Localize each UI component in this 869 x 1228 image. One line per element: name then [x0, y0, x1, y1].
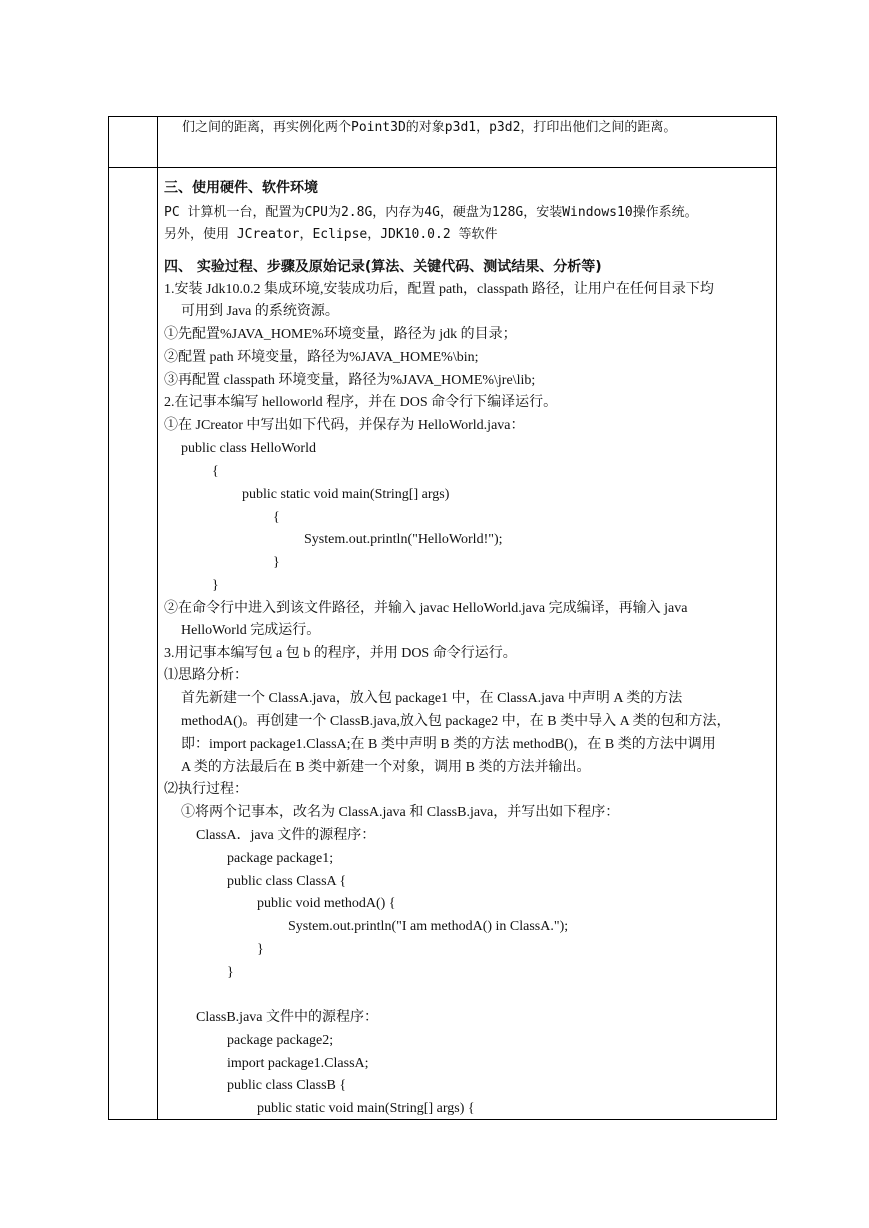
text-line: ⑵执行过程：	[164, 782, 248, 797]
section3-line1: PC 计算机一台，配置为CPU为2.8G，内存为4G，硬盘为128G，安装Windows10操作系统。	[164, 205, 698, 220]
label-column	[108, 116, 157, 1120]
code-line: System.out.println("HelloWorld!");	[304, 532, 503, 547]
text-line: ①先配置%JAVA_HOME%环境变量，路径为 jdk 的目录；	[164, 327, 517, 342]
row-divider	[108, 167, 777, 168]
row1-text: 们之间的距离，再实例化两个Point3D的对象p3d1，p3d2，打印出他们之间的距离。	[182, 120, 677, 135]
text-line: A 类的方法最后在 B 类中新建一个对象，调用 B 类的方法并输出。	[181, 760, 591, 775]
code-line: }	[273, 555, 280, 570]
code-line: public static void main(String[] args) {	[257, 1101, 475, 1116]
text-line: methodA()。再创建一个 ClassB.java,放入包 package2 中，在 B 类中导入 A 类的包和方法，	[181, 714, 731, 729]
text-line: ③再配置 classpath 环境变量，路径为%JAVA_HOME%\jre\lib;	[164, 373, 536, 388]
code-line: }	[257, 942, 264, 957]
code-line: public void methodA() {	[257, 896, 396, 911]
text-line: 1.安装 Jdk10.0.2 集成环境,安装成功后，配置 path，classpath 路径，让用户在任何目录下均	[164, 282, 714, 297]
text-line: ②在命令行中进入到该文件路径，并输入 javac HelloWorld.java 完成编译，再输入 java	[164, 601, 688, 616]
code-line: public class ClassB {	[227, 1078, 347, 1093]
section4-heading: 四、 实验过程、步骤及原始记录(算法、关键代码、测试结果、分析等)	[164, 259, 602, 275]
code-line: {	[273, 510, 280, 525]
text-line: ClassA．java 文件的源程序：	[196, 828, 376, 843]
code-line: import package1.ClassA;	[227, 1056, 369, 1071]
text-line: HelloWorld 完成运行。	[181, 623, 321, 638]
section3-line2: 另外，使用 JCreator，Eclipse，JDK10.0.2 等软件	[164, 227, 498, 242]
text-line: ①将两个记事本，改名为 ClassA.java 和 ClassB.java，并写出如下程序：	[181, 805, 620, 820]
code-line: package package1;	[227, 851, 334, 866]
text-line: ⑴思路分析：	[164, 668, 248, 683]
column-divider	[157, 116, 158, 1120]
code-line: package package2;	[227, 1033, 334, 1048]
code-line: System.out.println("I am methodA() in ClassA.");	[288, 919, 569, 934]
code-line: {	[212, 464, 219, 479]
text-line: ClassB.java 文件中的源程序：	[196, 1010, 378, 1025]
text-line: ①在 JCreator 中写出如下代码，并保存为 HelloWorld.java：	[164, 418, 525, 433]
text-line: 即：import package1.ClassA;在 B 类中声明 B 类的方法 methodB()，在 B 类的方法中调用	[181, 737, 716, 752]
text-line: 2.在记事本编写 helloworld 程序，并在 DOS 命令行下编译运行。	[164, 395, 558, 410]
code-line: }	[212, 578, 219, 593]
text-line: 首先新建一个 ClassA.java，放入包 package1 中，在 ClassA.java 中声明 A 类的方法	[181, 691, 683, 706]
code-line: public class ClassA {	[227, 874, 347, 889]
text-line: 3.用记事本编写包 a 包 b 的程序，并用 DOS 命令行运行。	[164, 646, 517, 661]
text-line: 可用到 Java 的系统资源。	[181, 304, 339, 319]
code-line: }	[227, 965, 234, 980]
code-line: public class HelloWorld	[181, 441, 316, 456]
text-line: ②配置 path 环境变量，路径为%JAVA_HOME%\bin;	[164, 350, 479, 365]
code-line: public static void main(String[] args)	[242, 487, 450, 502]
section3-heading: 三、使用硬件、软件环境	[164, 180, 318, 196]
